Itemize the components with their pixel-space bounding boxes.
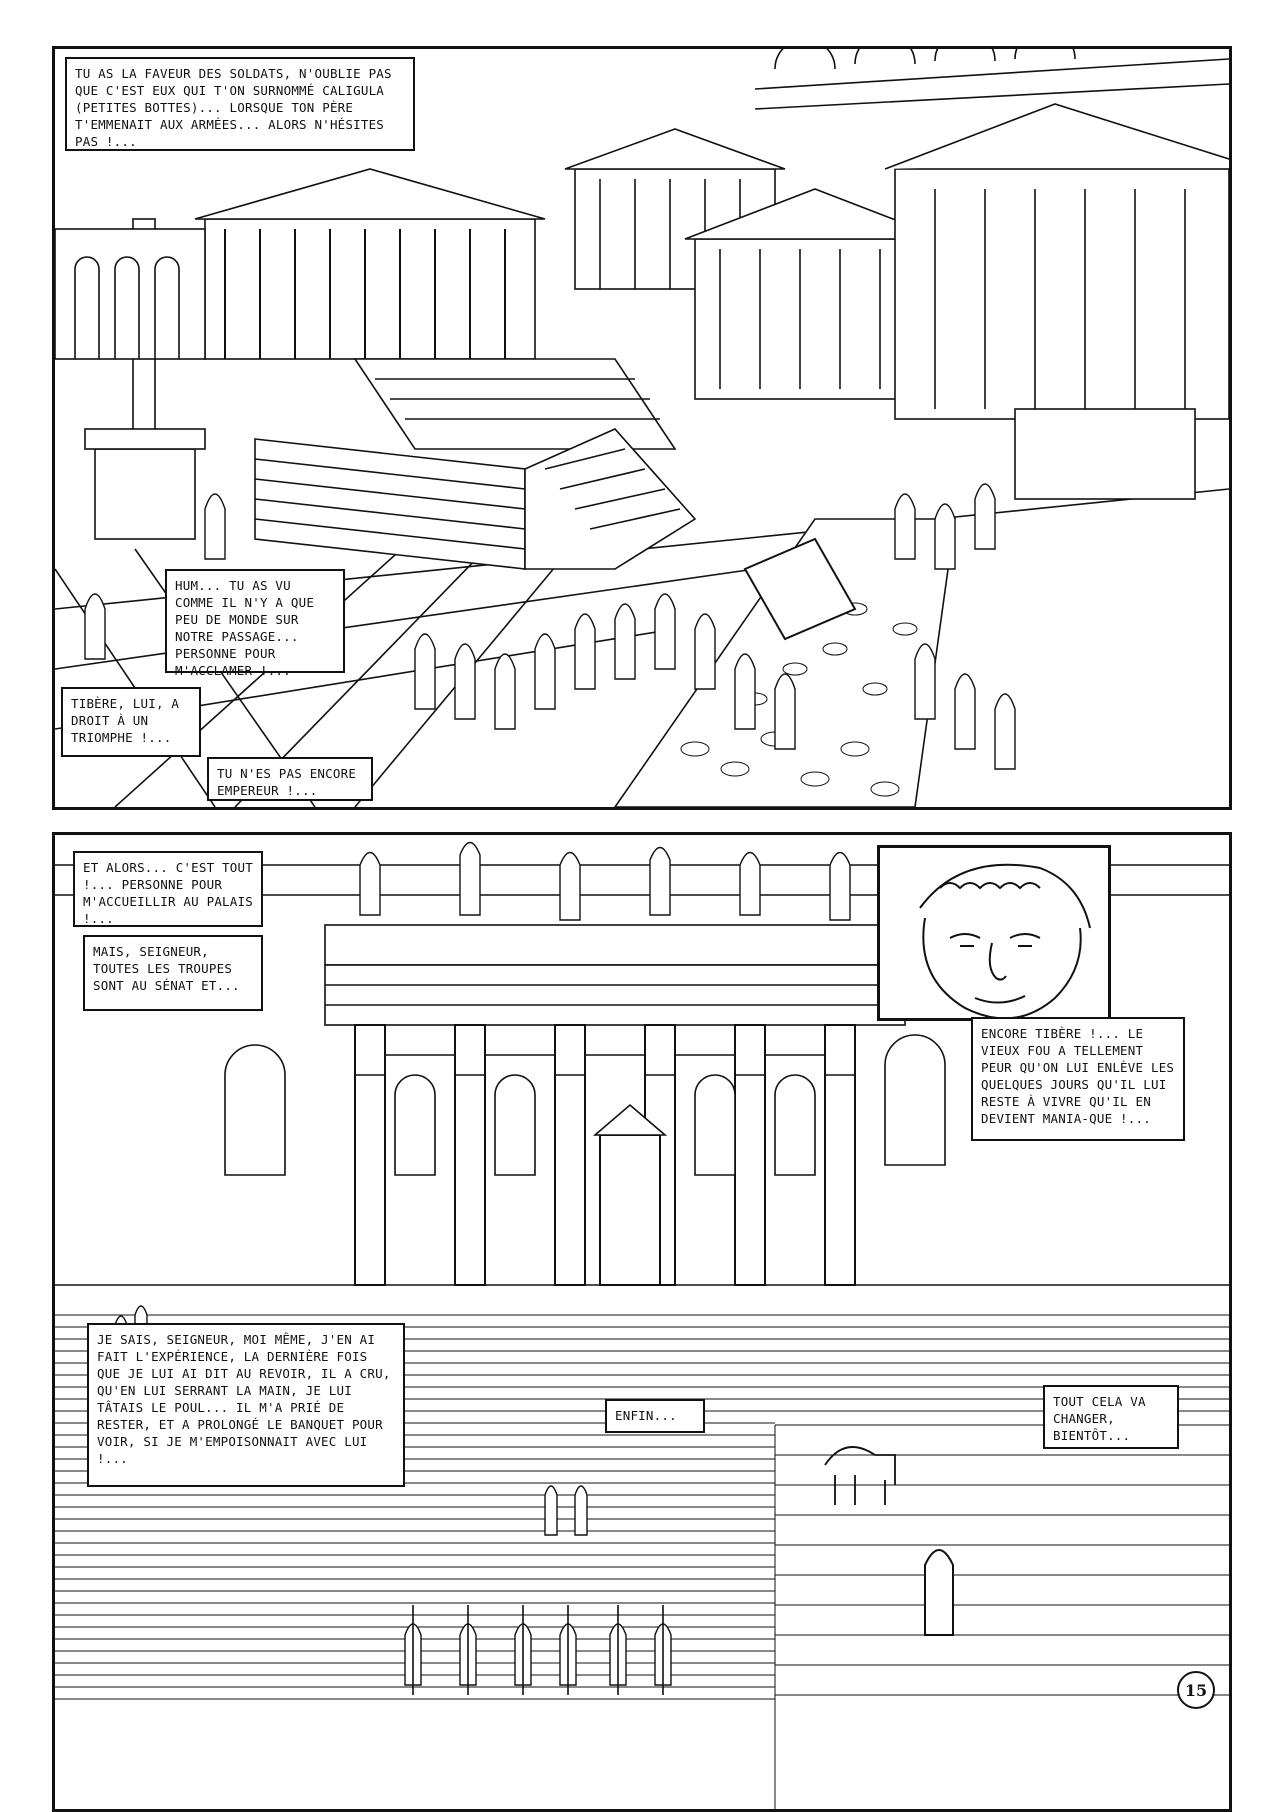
- speech-bubble-pas-empereur: TU N'ES PAS ENCORE EMPEREUR !...: [207, 757, 373, 801]
- speech-bubble-et-alors: ET ALORS... C'EST TOUT !... PERSONNE POUR M'ACCUEILLIR AU PALAIS !...: [73, 851, 263, 927]
- speech-bubble-mais-seigneur: MAIS, SEIGNEUR, TOUTES LES TROUPES SONT AU SÉNAT ET...: [83, 935, 263, 1011]
- speech-bubble-hum: HUM... TU AS VU COMME IL N'Y A QUE PEU DE MONDE SUR NOTRE PASSAGE... PERSONNE POUR M'ACCLAMER !...: [165, 569, 345, 673]
- panel-palace: [52, 832, 1232, 1812]
- speech-bubble-je-sais: JE SAIS, SEIGNEUR, MOI MÊME, J'EN AI FAIT L'EXPÉRIENCE, LA DERNIÈRE FOIS QUE JE LUI AI DIT AU REVOIR, IL A CRU, QU'EN LUI SERRANT LA MAIN, JE LUI TÂTAIS LE POUL... IL M'A PRIÉ DE RESTER, ET A PROLONGÉ LE BANQUET POUR VOIR, SI JE M'EMPOISONNAIT AVEC LUI !...: [87, 1323, 405, 1487]
- inset-portrait-panel: [877, 845, 1111, 1021]
- panel-forum: [52, 46, 1232, 810]
- speech-bubble-caligula-favour: TU AS LA FAVEUR DES SOLDATS, N'OUBLIE PAS QUE C'EST EUX QUI T'ON SURNOMMÉ CALIGULA (PETITES BOTTES)... LORSQUE TON PÈRE T'EMMENAIT AUX ARMÉES... ALORS N'HÉSITES PAS !...: [65, 57, 415, 151]
- portrait-face: [880, 848, 1108, 1018]
- forum-illustration: [55, 49, 1229, 807]
- speech-bubble-tibere-triomphe: TIBÈRE, LUI, A DROIT À UN TRIOMPHE !...: [61, 687, 201, 757]
- page-number: 15: [1177, 1671, 1215, 1709]
- speech-bubble-encore-tibere: ENCORE TIBÈRE !... LE VIEUX FOU A TELLEMENT PEUR QU'ON LUI ENLÈVE LES QUELQUES JOURS QU'IL LUI RESTE À VIVRE QU'IL EN DEVIENT MANIA-QUE !...: [971, 1017, 1185, 1141]
- speech-bubble-tout-cela: TOUT CELA VA CHANGER, BIENTÔT...: [1043, 1385, 1179, 1449]
- speech-bubble-enfin: ENFIN...: [605, 1399, 705, 1433]
